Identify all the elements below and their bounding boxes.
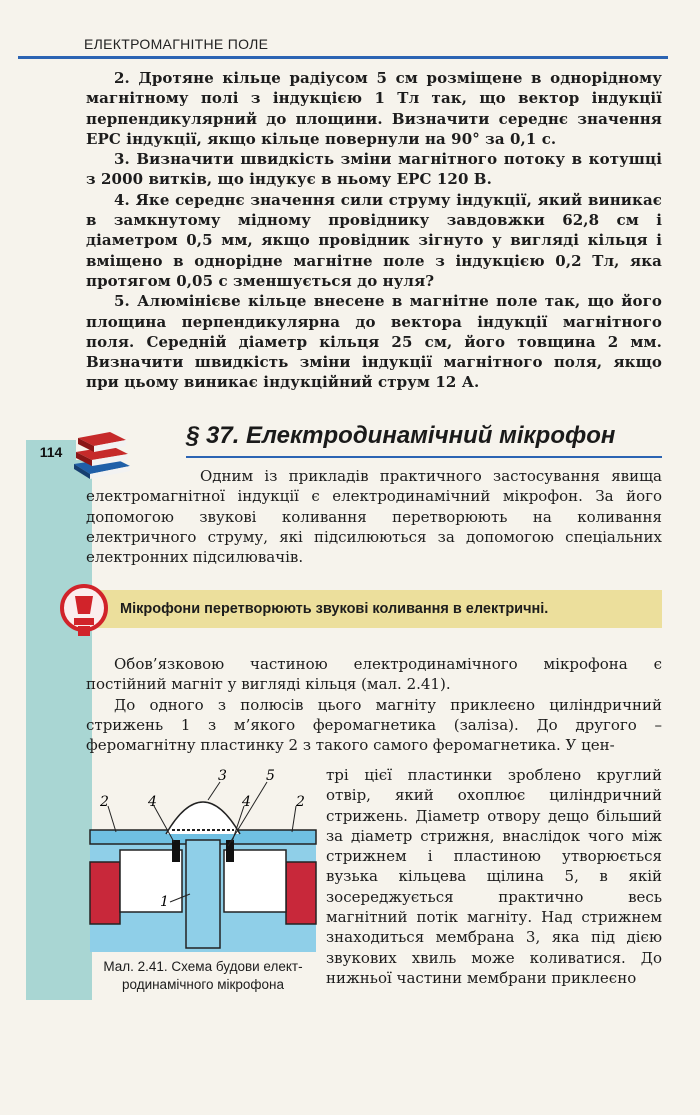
problem-4: 4. Яке середнє значення сили струму індукції, який виникає в замкнутому мідному провіднику завдовжки 62,8 см і діаметром 0,5 мм, якщо провідник зігнуто у вигляді кільця і вміщено в однорідне магнітне поле з індукцією 0,2 Тл, яка протягом 0,05 с зменшується до нуля?: [86, 190, 662, 290]
magnet-right: [286, 862, 316, 924]
core-rod-1: [186, 840, 220, 948]
title-rule: [186, 456, 662, 458]
magnet-left: [90, 862, 120, 924]
book-top: [78, 432, 126, 452]
side-strip: [26, 460, 92, 1000]
caption-line-2: родинамічного мікрофона: [121, 977, 285, 992]
body-block: [86, 654, 662, 755]
figure-caption: [86, 958, 320, 994]
page-number: 114: [26, 440, 76, 464]
header-rule: [18, 56, 668, 59]
intro-block: [86, 466, 662, 567]
problem-5: 5. Алюмінієве кільце внесене в магнітне поле так, що його площина перпендикулярна до вектора індукції магнітного поля. Середній діаметр кільця 25 см, його товщина 2 мм. Визначити швидкість зміни індукції магнітного поля, якщо при цьому виникає індукційний струм 12 А.: [86, 292, 662, 392]
intro-paragraph: Одним із прикладів практичного застосування явища електромагнітної індукції є електродинамічний мікрофон. За його допомогою звукові коливання перетворюють на коливання електричного струму, які підсилюються за допомогою спеціальних електронних підсилювачів.: [86, 467, 662, 567]
label-2-left: 2: [100, 794, 109, 810]
label-4-left: 4: [148, 794, 157, 810]
label-3: 3: [218, 768, 227, 784]
label-4-right: 4: [242, 794, 251, 810]
coil-left: [172, 840, 180, 862]
bell-icon: [60, 582, 114, 646]
label-5: 5: [266, 768, 275, 784]
key-statement: Мікрофони перетворюють звукові коливання в електричні.: [84, 590, 662, 628]
microphone-diagram: [86, 762, 320, 954]
section-title: § 37. Електродинамічний мікрофон: [186, 422, 616, 449]
caption-line-1: Мал. 2.41. Схема будови елект-: [103, 959, 303, 974]
body-paragraph-1: Обов’язковою частиною електродинамічного мікрофона є постійний магніт у вигляді кільця (мал. 2.41).: [86, 655, 662, 694]
label-1: 1: [160, 894, 169, 910]
problems-block: [86, 68, 662, 393]
body-paragraph-2: До одного з полюсів цього магніту приклеєно циліндричний стрижень 1 з м’якого феромагнетика (заліза). До другого – феромагнітну пластинку 2 з такого самого феромагнетика. У цен-: [86, 695, 662, 755]
wrap-paragraph: трі цієї пластинки зроблено круглий отвір, який охоплює циліндричний стрижень. Діаметр отвору дещо більший за діаметр стрижня, внаслідок чого між стрижнем і пластиною утворюється вузька кільцева щілина 5, в якій зосереджується практично весь магнітний потік магніту. Над стрижнем знаходиться мембрана 3, яка під дією звукових хвиль може коливатися. До нижньої частини мембрани приклеєно: [326, 766, 662, 987]
running-header: ЕЛЕКТРОМАГНІТНЕ ПОЛЕ: [84, 36, 269, 52]
label-2-right: 2: [296, 794, 305, 810]
problem-2: 2. Дротяне кільце радіусом 5 см розміщене в однорідному магнітному полі з індукцією 1 Тл так, що вектор індукції перпендикулярний до площини. Визначити середнє значення ЕРС індукції, якщо кільце повернули на 90° за 0,1 с.: [86, 69, 662, 148]
problem-3: 3. Визначити швидкість зміни магнітного потоку в котушці з 2000 витків, що індукує в ньому ЕРС 120 В.: [86, 150, 662, 189]
wrap-text-block: [326, 765, 662, 988]
